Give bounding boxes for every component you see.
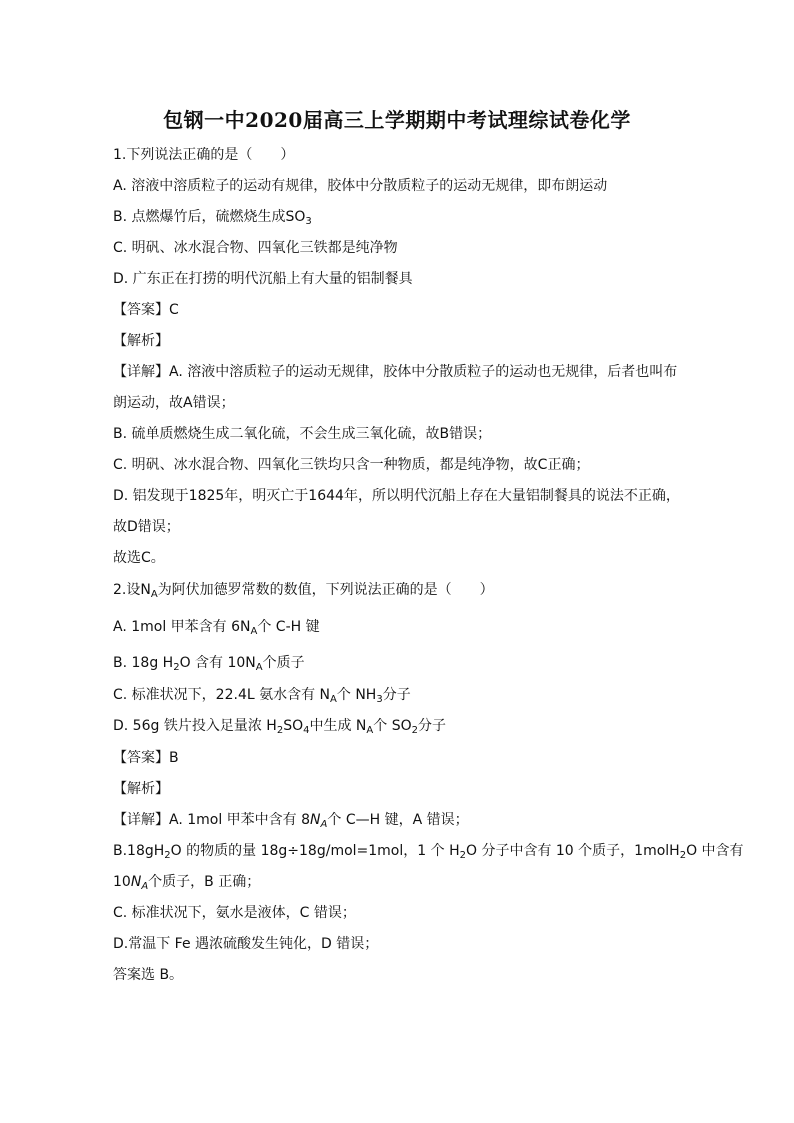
q2-option-d-mid: SO	[283, 718, 304, 734]
q2-option-b-mid: O 含有 10N	[179, 655, 256, 671]
q2-analysis-label: 【解析】	[113, 781, 169, 797]
q2-detail-3-rest: 个质子，B 正确；	[148, 874, 261, 890]
q2-option-c-sub2: 3	[376, 694, 383, 705]
q2-option-a-rest: 个 C-H 键	[257, 619, 320, 635]
q1-option-c: C. 明矾、冰水混合物、四氧化三铁都是纯净物	[113, 240, 398, 256]
document-title: 包钢一中2020届高三上学期期中考试理综试卷化学	[163, 108, 631, 132]
q1-option-a: A. 溶液中溶质粒子的运动有规律，胶体中分散质粒子的运动无规律，即布朗运动	[113, 178, 608, 194]
q1-answer: 【答案】C	[113, 302, 179, 318]
q2-detail-2-rest: O 中含有	[686, 843, 744, 859]
q2-option-c-mid: 个 NH	[336, 687, 377, 703]
q2-detail-2-mid2: O 分子中含有 10 个质子，1molH	[465, 843, 680, 859]
q2-option-b-sub: 2	[173, 662, 180, 673]
q1-detail-line-1: 【详解】A. 溶液中溶质粒子的运动无规律，胶体中分散质粒子的运动也无规律，后者也叫布	[113, 364, 678, 380]
q2-option-c-text: C. 标准状况下，22.4L 氨水含有 N	[113, 687, 331, 703]
q1-option-b-text: B. 点燃爆竹后，硫燃烧生成SO	[113, 209, 306, 225]
q2-detail-2-sub: 2	[164, 850, 171, 861]
q2-detail-line-4: C. 标准状况下，氨水是液体，C 错误；	[113, 905, 356, 921]
q2-option-b-sub2: A	[255, 662, 263, 673]
q2-detail-line-5: D.常温下 Fe 遇浓硫酸发生钝化，D 错误；	[113, 936, 379, 952]
q2-stem	[113, 580, 693, 605]
q2-stem-sub: A	[150, 589, 158, 600]
q2-option-d-text: D. 56g 铁片投入足量浓 H	[113, 718, 277, 734]
q2-conclusion: 答案选 B。	[113, 967, 184, 983]
q2-detail-3-n: N	[130, 874, 142, 890]
q2-option-b	[113, 653, 693, 678]
q2-detail-1-rest: 个 C—H 键，A 错误；	[327, 812, 469, 828]
q2-option-a-text: A. 1mol 甲苯含有 6N	[113, 619, 251, 635]
q2-detail-2-mid: O 的物质的量 18g÷18g/mol=1mol，1 个 H	[170, 843, 460, 859]
q2-answer: 【答案】B	[113, 750, 179, 766]
q2-option-d-sub2: 4	[303, 725, 310, 736]
q1-detail-line-2: 朗运动，故A错误；	[113, 395, 235, 411]
q2-option-d-sub4: 2	[411, 725, 418, 736]
q2-option-d-sub3: A	[366, 725, 374, 736]
q2-detail-line-2	[113, 841, 744, 866]
q2-detail-1-sub: A	[320, 819, 328, 830]
q1-option-b	[113, 207, 693, 232]
q2-option-d-sub: 2	[276, 725, 284, 736]
q2-detail-2-text: B.18gH	[113, 843, 165, 859]
q2-detail-line-3	[113, 872, 693, 897]
q1-conclusion: 故选C。	[113, 550, 165, 566]
q1-detail-line-5: D. 铝发现于1825年，明灭亡于1644年，所以明代沉船上存在大量铝制餐具的说法不正确，	[113, 488, 680, 504]
q2-detail-1-text: 【详解】A. 1mol 甲苯中含有 8	[113, 812, 311, 828]
q2-option-c-sub: A	[330, 694, 337, 705]
q2-detail-2-sub3: 2	[679, 850, 687, 861]
q2-option-d-mid3: 个 SO	[373, 718, 412, 734]
q2-detail-2-sub2: 2	[459, 850, 466, 861]
q1-detail-line-4: C. 明矾、冰水混合物、四氧化三铁均只含一种物质，都是纯净物，故C正确；	[113, 457, 590, 473]
q2-option-d-mid2: 中生成 N	[309, 718, 367, 734]
q2-option-a	[113, 617, 693, 642]
q2-option-c-rest: 分子	[382, 687, 411, 703]
q2-detail-3-text: 10	[113, 874, 131, 890]
q1-analysis-label: 【解析】	[113, 333, 169, 349]
q2-detail-3-sub: A	[141, 881, 149, 892]
q2-option-b-rest: 个质子	[262, 655, 305, 671]
q2-option-a-sub: A	[250, 626, 258, 637]
q1-detail-line-6: 故D错误；	[113, 519, 180, 535]
q2-option-d	[113, 716, 693, 741]
q2-option-b-text: B. 18g H	[113, 655, 174, 671]
q1-stem: 1.下列说法正确的是（ ）	[113, 147, 295, 163]
q1-option-b-sub: 3	[305, 216, 312, 227]
q2-option-c	[113, 685, 693, 710]
q2-detail-line-1	[113, 810, 693, 835]
q1-detail-line-3: B. 硫单质燃烧生成二氧化硫，不会生成三氧化硫，故B错误；	[113, 426, 492, 442]
q2-detail-1-n: N	[310, 812, 321, 828]
q2-stem-rest: 为阿伏加德罗常数的数值，下列说法正确的是（ ）	[157, 582, 494, 598]
q1-option-d: D. 广东正在打捞的明代沉船上有大量的铝制餐具	[113, 271, 413, 287]
q2-stem-text: 2.设N	[113, 582, 151, 598]
q2-option-d-rest: 分子	[417, 718, 446, 734]
